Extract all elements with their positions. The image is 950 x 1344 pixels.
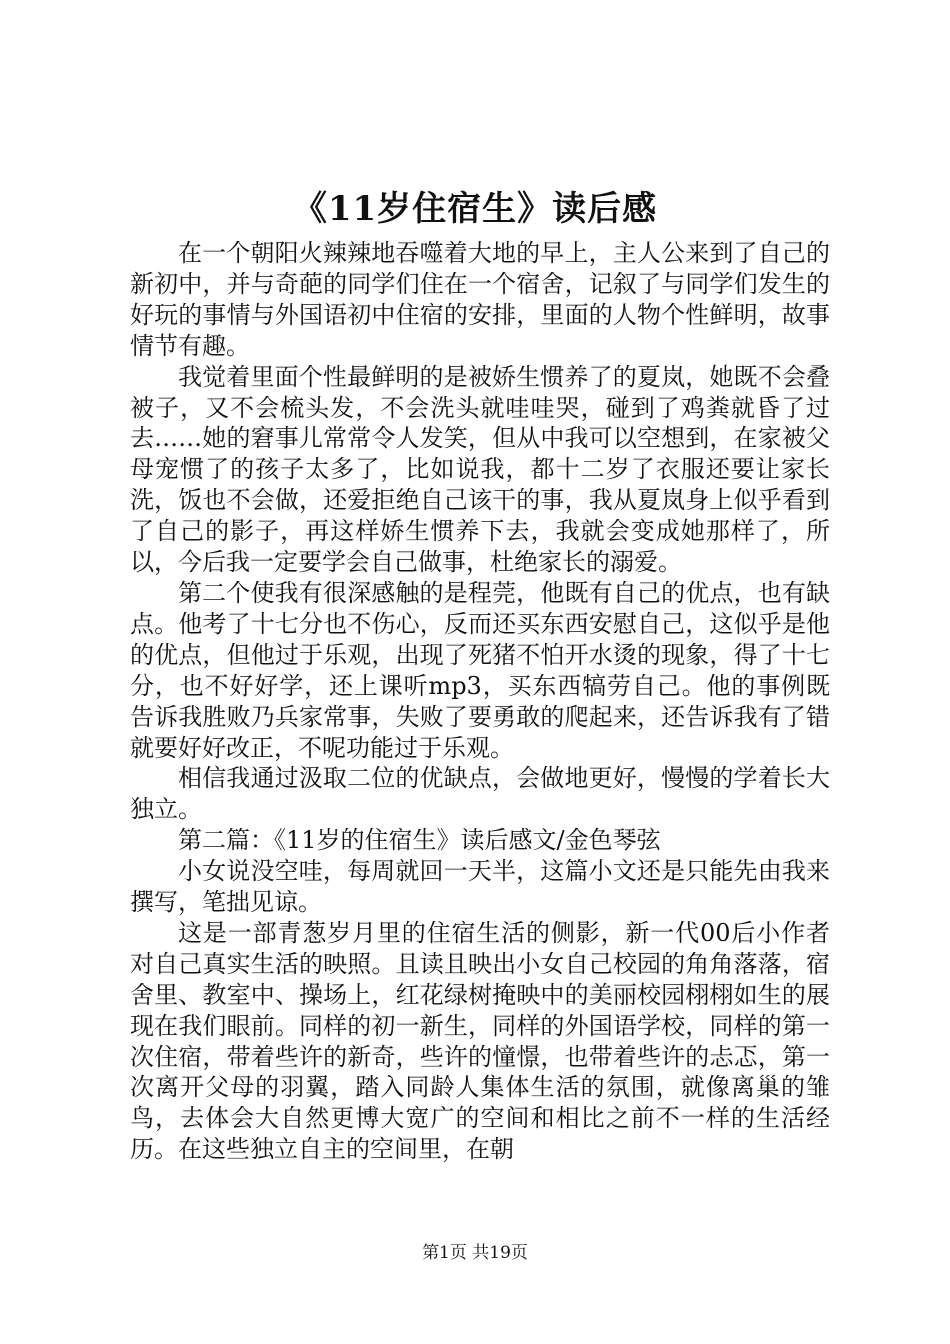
- paragraph-3: 第二个使我有很深感触的是程莞，他既有自己的优点，也有缺点。他考了十七分也不伤心，反而还买东西安慰自己，这似乎是他的优点，但他过于乐观，出现了死猪不怕开水烫的现象，得了十七分，也不好好学，还上课听mp3，买东西犒劳自己。他的事例既告诉我胜败乃兵家常事，失败了要勇敢的爬起来，还告诉我有了错就要好好改正，不呢功能过于乐观。: [130, 578, 830, 762]
- document-title: 《11岁住宿生》读后感: [292, 189, 658, 229]
- paragraph-1: 在一个朝阳火辣辣地吞噬着大地的早上，主人公来到了自己的新初中，并与奇葩的同学们住在一个宿舍，记叙了与同学们发生的好玩的事情与外国语初中住宿的安排，里面的人物个性鲜明，故事情节有趣。: [130, 239, 830, 360]
- paragraph-6: 这是一部青葱岁月里的住宿生活的侧影，新一代00后小作者对自己真实生活的映照。且读且映出小女自己校园的角角落落，宿舍里、教室中、操场上，红花绿树掩映中的美丽校园栩栩如生的展现在我们眼前。同样的初一新生，同样的外国语学校，同样的第一次住宿，带着些许的新奇，些许的憧憬，也带着些许的忐忑，第一次离开父母的羽翼，踏入同龄人集体生活的氛围，就像离巢的雏鸟，去体会大自然更博大宽广的空间和相比之前不一样的生活经历。在这些独立自主的空间里，在朝: [130, 918, 830, 1164]
- page-number: 第1页 共19页: [422, 1243, 528, 1263]
- paragraph-2: 我觉着里面个性最鲜明的是被娇生惯养了的夏岚，她既不会叠被子，又不会梳头发，不会洗头就哇哇哭，碰到了鸡粪就昏了过去……她的窘事儿常常令人发笑，但从中我可以空想到，在家被父母宠惯了的孩子太多了，比如说我，都十二岁了衣服还要让家长洗，饭也不会做，还爱拒绝自己该干的事，我从夏岚身上似乎看到了自己的影子，再这样娇生惯养下去，我就会变成她那样了，所以，今后我一定要学会自己做事，杜绝家长的溺爱。: [130, 362, 830, 577]
- section-heading: 第二篇：《11岁的住宿生》读后感文/金色琴弦: [178, 826, 661, 855]
- paragraph-5: 小女说没空哇，每周就回一天半，这篇小文还是只能先由我来撰写，笔拙见谅。: [130, 857, 830, 917]
- paragraph-4: 相信我通过汲取二位的优缺点，会做地更好，慢慢的学着长大独立。: [130, 764, 830, 824]
- document-body: [130, 238, 830, 1165]
